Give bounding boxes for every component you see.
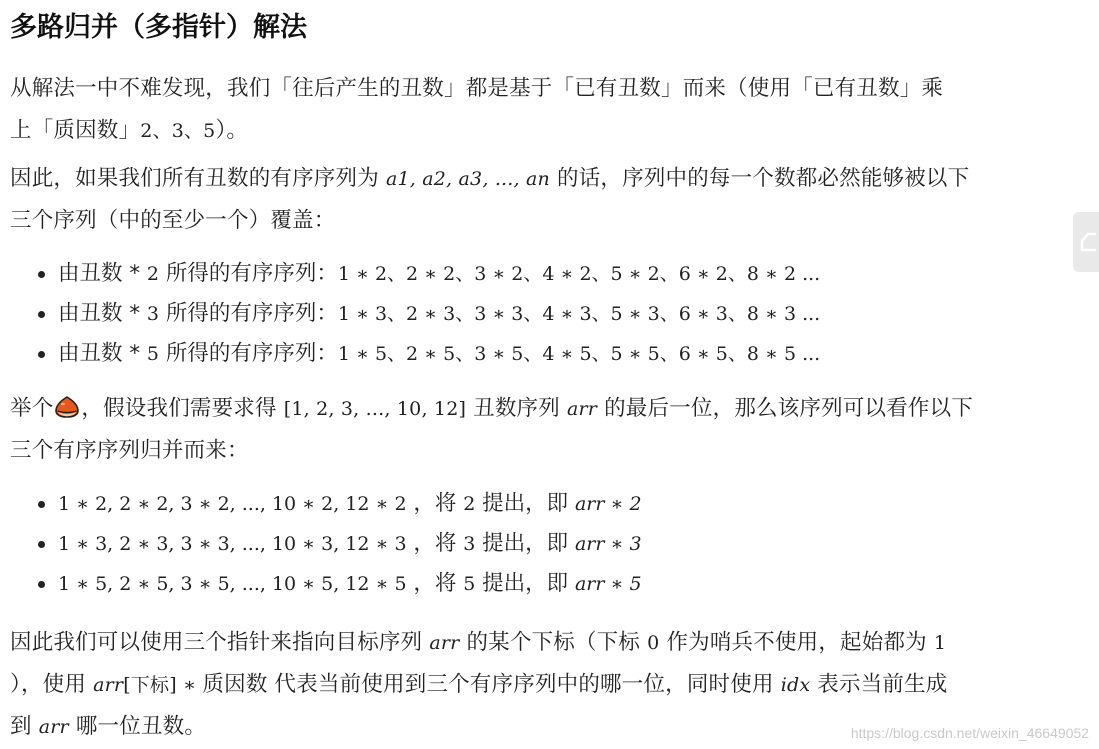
merge-text-b: 提出，即	[475, 491, 575, 516]
pointers-index-bracket: [下标]	[123, 674, 177, 696]
example-text-b: ，假设我们需要求得	[81, 396, 284, 421]
merge-sequence: 1 ∗ 3, 2 ∗ 3, 3 ∗ 3, ..., 10 ∗ 3, 12 ∗ 3	[58, 533, 407, 555]
merge-expression: arr ∗ 3	[574, 533, 642, 555]
example-text-d: 的最后一位，那么该序列可以看作以下	[597, 396, 974, 421]
intro-prime-factors: 2、3、5	[140, 120, 216, 142]
pointers-text-i: 到	[10, 714, 39, 739]
item-sequence: 1 ∗ 5、2 ∗ 5、3 ∗ 5、4 ∗ 5、5 ∗ 5、6 ∗ 5、8 ∗ 5 ...	[337, 343, 821, 365]
merge-factor: 5	[463, 573, 476, 595]
example-text-c: 丑数序列	[466, 396, 567, 421]
watermark: https://blog.csdn.net/weixin_46649052	[850, 725, 1089, 741]
item-mid: 所得的有序序列：	[159, 301, 338, 326]
merge-text-a: ，将	[406, 491, 464, 516]
paragraph-intro	[10, 68, 1080, 152]
item-mid: 所得的有序序列：	[159, 261, 338, 286]
merge-sequence: 1 ∗ 5, 2 ∗ 5, 3 ∗ 5, ..., 10 ∗ 5, 12 ∗ 5	[58, 573, 407, 595]
pointers-var-arr: arr	[93, 674, 124, 696]
merge-sequence-list	[10, 484, 1080, 604]
list-item	[58, 524, 1080, 564]
pointers-var-arr: arr	[38, 716, 69, 738]
pointers-var-arr: arr	[429, 632, 460, 654]
pointers-text-g: 质因数 代表当前使用到三个有序序列中的哪一位，同时使用	[202, 672, 781, 697]
item-prefix: 由丑数 *	[58, 301, 147, 326]
merge-text-b: 提出，即	[475, 531, 575, 556]
example-text-a: 举个	[10, 396, 54, 421]
merge-text-a: ，将	[406, 531, 464, 556]
chestnut-emoji-icon	[54, 396, 80, 418]
list-item	[58, 294, 1080, 334]
pointers-text-a: 因此我们可以使用三个指针来指向目标序列	[10, 630, 430, 655]
sequence-text-b: 的话，序列中的每一个数都必然能够被以下	[550, 166, 970, 191]
pointers-var-idx: idx	[780, 674, 811, 696]
sequence-math: a1, a2, a3, ..., an	[385, 168, 550, 190]
section-heading: 多路归并（多指针）解法	[10, 12, 307, 43]
example-var-arr: arr	[566, 398, 598, 420]
pointers-text-h: 表示当前生成	[810, 672, 948, 697]
pointers-sentinel-index: 0	[647, 632, 660, 654]
intro-line2-end: ）。	[215, 118, 249, 143]
item-factor: 5	[146, 343, 160, 365]
article-content	[10, 0, 1080, 748]
item-sequence: 1 ∗ 2、2 ∗ 2、3 ∗ 2、4 ∗ 2、5 ∗ 2、6 ∗ 2、8 ∗ 2 ...	[337, 263, 821, 285]
merge-factor: 2	[463, 493, 476, 515]
merge-expression: arr ∗ 5	[574, 573, 642, 595]
example-target-sequence: [1, 2, 3, ..., 10, 12]	[283, 398, 467, 420]
item-sequence: 1 ∗ 3、2 ∗ 3、3 ∗ 3、4 ∗ 3、5 ∗ 3、6 ∗ 3、8 ∗ 3 ...	[337, 303, 821, 325]
intro-line1: 从解法一中不难发现，我们「往后产生的丑数」都是基于「已有丑数」而来（使用「已有丑数」乘	[10, 76, 944, 101]
item-mid: 所得的有序序列：	[159, 341, 338, 366]
share-icon	[1080, 230, 1096, 252]
pointers-start-index: 1	[933, 632, 947, 654]
item-factor: 2	[146, 263, 160, 285]
merge-text-a: ，将	[406, 571, 464, 596]
pointers-text-d: ），使用	[10, 672, 94, 697]
merge-expression: arr ∗ 2	[574, 493, 642, 515]
list-item	[58, 564, 1080, 604]
paragraph-sequence	[10, 158, 1080, 242]
merge-sequence: 1 ∗ 2, 2 ∗ 2, 3 ∗ 2, ..., 10 ∗ 2, 12 ∗ 2	[58, 493, 407, 515]
pointers-times: ∗	[176, 674, 203, 696]
side-share-tab[interactable]	[1073, 212, 1099, 272]
list-item	[58, 484, 1080, 524]
factor-sequence-list	[10, 254, 1080, 374]
list-item	[58, 334, 1080, 374]
pointers-text-c: 作为哨兵不使用，起始都为	[659, 630, 934, 655]
merge-factor: 3	[463, 533, 476, 555]
item-prefix: 由丑数 *	[58, 341, 147, 366]
item-prefix: 由丑数 *	[58, 261, 147, 286]
merge-text-b: 提出，即	[475, 571, 575, 596]
sequence-text-a: 因此，如果我们所有丑数的有序序列为	[10, 166, 386, 191]
sequence-line2: 三个序列（中的至少一个）覆盖：	[10, 208, 336, 233]
pointers-text-b: 的某个下标（下标	[459, 630, 648, 655]
item-factor: 3	[146, 303, 160, 325]
paragraph-example	[10, 388, 1080, 472]
pointers-text-j: 哪一位丑数。	[68, 714, 207, 739]
list-item	[58, 254, 1080, 294]
intro-line2-text: 上「质因数」	[10, 118, 141, 143]
example-line2: 三个有序序列归并而来：	[10, 438, 249, 463]
